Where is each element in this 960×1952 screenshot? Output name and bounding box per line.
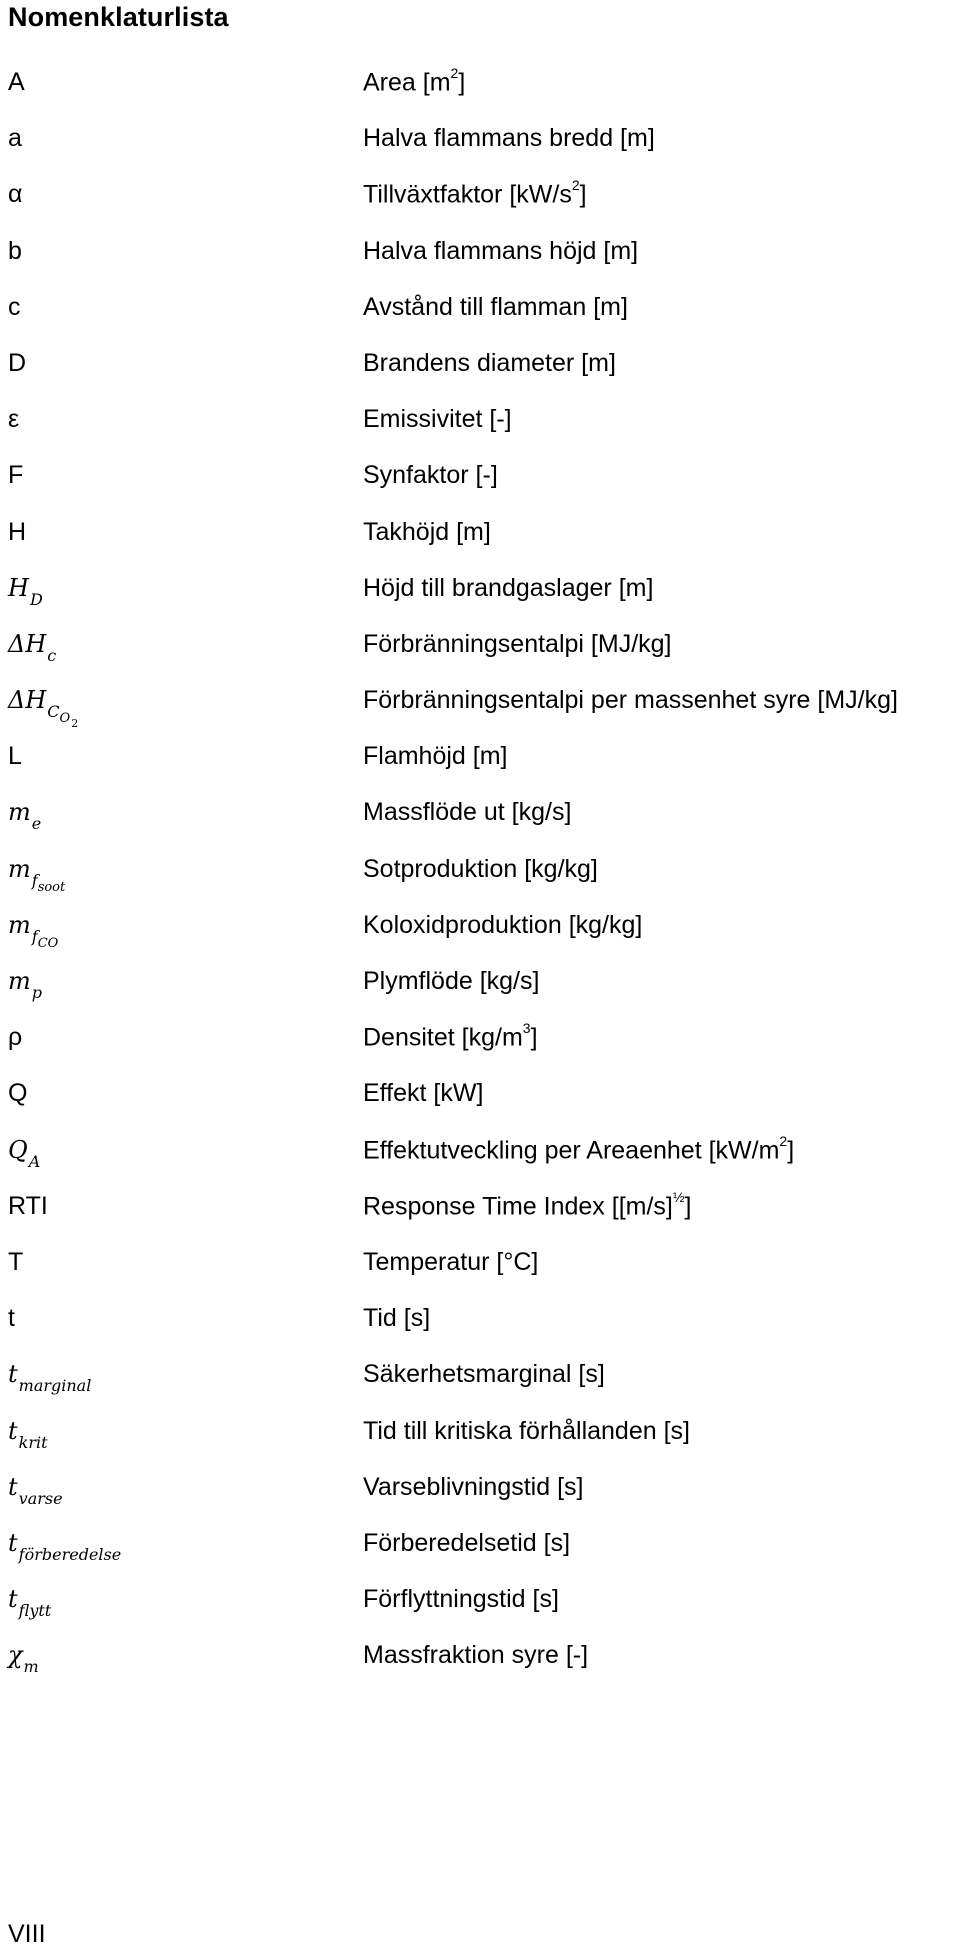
symbol-base: t [8,1585,18,1614]
sub-subscript-2: 2 [71,717,79,731]
symbol [8,461,23,490]
nomenclature-row [0,403,960,459]
description-tail: ] [530,1023,538,1052]
nomenclature-row [0,1134,960,1190]
nomenclature-row [0,291,960,347]
description [363,1132,795,1165]
symbol [8,967,43,1002]
description-text: Response Time Index [[m/s] [363,1192,673,1221]
nomenclature-row [0,178,960,234]
description-text: Höjd till brandgaslager [m] [363,573,654,602]
description-text: Massfraktion syre [-] [363,1641,589,1670]
nomenclature-row [0,122,960,178]
subscript-text: varse [18,1488,63,1508]
symbol-subscript [47,702,79,731]
nomenclature-row [0,740,960,796]
subscript-text: c [47,645,57,665]
description-text: Förbränningsentalpi per massenhet syre [MJ/kg] [363,686,898,715]
nomenclature-row [0,1639,960,1695]
nomenclature-row [0,1021,960,1077]
description [363,237,638,266]
description [363,1188,692,1221]
description [363,1248,538,1277]
symbol-base: Q [8,1135,28,1164]
symbol [8,1192,48,1221]
symbol-base: A [8,68,25,96]
symbol-base: ΔH [8,629,47,658]
description-text: Förbränningsentalpi [MJ/kg] [363,629,672,658]
nomenclature-row [0,1527,960,1583]
description-text: Flamhöjd [m] [363,742,508,771]
symbol [8,180,22,209]
symbol-base: H [8,573,29,602]
description-text: Massflöde ut [kg/s] [363,798,572,827]
symbol-subscript [32,814,41,833]
description [363,1020,538,1052]
description [363,967,539,996]
sub-subscript: CO [37,935,59,951]
page-title: Nomenklaturlista [8,2,229,32]
symbol-subscript [19,1433,48,1452]
nomenclature-row [0,1077,960,1133]
nomenclature-row [0,853,960,909]
symbol [8,1528,122,1564]
description-text: Plymflöde [kg/s] [363,967,540,995]
symbol-base: ΔH [8,686,47,715]
symbol-base: t [8,1472,18,1501]
description [363,349,616,378]
subscript-text: förberedelse [18,1544,122,1564]
description-text: Tid [s] [363,1304,431,1333]
nomenclature-row [0,965,960,1021]
description-text: Förberedelsetid [s] [363,1528,571,1557]
description [363,1641,588,1670]
description [363,911,642,940]
subscript-text: C [47,702,60,722]
description-tail: ] [787,1135,795,1164]
symbol-base: c [8,292,21,321]
symbol-base: m [8,854,31,883]
symbol-base: t [8,1360,18,1389]
symbol [8,798,42,834]
symbol-subscript [29,1152,41,1171]
description-text: Säkerhetsmarginal [s] [363,1360,605,1389]
subscript-text: krit [18,1432,48,1452]
description [363,1360,605,1389]
symbol-subscript [32,983,42,1002]
nomenclature-row [0,1358,960,1414]
description [363,1473,583,1502]
symbol-subscript [31,926,59,951]
sub-subscript: O [59,711,71,727]
nomenclature-row [0,1190,960,1246]
symbol-base: H [8,517,27,546]
symbol-base: ρ [8,1023,23,1052]
nomenclature-row [0,347,960,403]
description-text: Sotproduktion [kg/kg] [363,854,598,883]
nomenclature-row [0,235,960,291]
description-text: Synfaktor [-] [363,461,498,490]
description-text: Emissivitet [-] [363,405,512,434]
description-text: Halva flammans höjd [m] [363,236,639,265]
subscript-text: e [31,814,42,834]
symbol [8,1248,23,1277]
description-tail: ] [458,68,466,97]
nomenclature-row [0,1471,960,1527]
subscript-text: f [31,926,38,946]
symbol [8,124,22,153]
subscript-text: A [28,1151,41,1171]
symbol-base: T [8,1247,24,1276]
description-text: Takhöjd [m] [363,517,491,546]
description [363,518,491,547]
description [363,65,466,97]
subscript-text: p [31,983,43,1002]
symbol [8,1304,15,1333]
symbol [8,1023,22,1052]
superscript: 2 [779,1132,788,1149]
description [363,798,571,827]
description-text: Tillväxtfaktor [kW/s [363,180,572,209]
symbol-subscript [24,1657,39,1676]
symbol-base: m [8,798,31,827]
symbol [8,349,26,378]
description-text: Halva flammans bredd [m] [363,124,655,153]
description-text: Effektutveckling per Areaenhet [kW/m [363,1135,780,1164]
superscript: 2 [450,65,459,81]
nomenclature-row [0,1302,960,1358]
symbol [8,405,19,434]
nomenclature-row [0,572,960,628]
symbol [8,910,59,951]
symbol-base: t [8,1416,18,1445]
symbol-base: m [8,967,31,995]
symbol-subscript [19,1601,52,1620]
description [363,1585,559,1614]
description-text: Tid till kritiska förhållanden [s] [363,1416,690,1445]
description [363,574,653,603]
symbol-subscript [19,1489,63,1508]
description [363,124,655,153]
description-text: Brandens diameter [m] [363,348,616,377]
symbol-base: χ [8,1641,23,1670]
symbol-subscript [30,590,43,609]
symbol [8,1472,63,1508]
symbol [8,237,22,266]
nomenclature-row [0,796,960,852]
symbol-base: ε [8,405,20,434]
description [363,855,598,884]
description-text: Förflyttningstid [s] [363,1585,559,1614]
nomenclature-row [0,516,960,572]
description [363,1304,430,1333]
page-number: VIII [8,1920,46,1948]
nomenclature-row [0,1415,960,1471]
subscript-text: marginal [18,1376,92,1396]
description [363,405,512,434]
superscript: 3 [522,1020,531,1037]
symbol [8,854,66,895]
nomenclature-row [0,459,960,515]
symbol-base: a [8,124,22,153]
symbol-base: RTI [8,1191,48,1220]
symbol-base: t [8,1528,18,1557]
nomenclature-row [0,1246,960,1302]
nomenclature-row [0,684,960,740]
description [363,1529,570,1558]
symbol [8,629,57,665]
symbol [8,1641,39,1677]
description [363,1079,483,1108]
symbol-base: b [8,236,22,265]
symbol-base: α [8,180,23,209]
description-text: Temperatur [°C] [363,1247,539,1276]
description [363,1417,690,1446]
symbol-subscript [19,1545,122,1564]
nomenclature-row [0,909,960,965]
subscript-text: D [29,589,43,609]
description-tail: ] [579,180,587,209]
description [363,177,587,209]
description-tail: ] [684,1192,692,1221]
nomenclature-row [0,66,960,122]
description [363,686,898,715]
symbol-subscript [19,1376,92,1395]
symbol-subscript [31,870,66,895]
description [363,293,628,322]
subscript-text: flytt [18,1601,52,1621]
symbol-base: t [8,1304,15,1333]
symbol [8,1135,41,1171]
symbol-base: D [8,348,27,377]
description-text: Avstånd till flamman [m] [363,292,628,321]
nomenclature-row [0,1583,960,1639]
symbol [8,518,26,547]
symbol-base: Q [8,1079,28,1108]
description-text: Varseblivningstid [s] [363,1472,584,1501]
description [363,742,507,771]
symbol [8,1079,27,1108]
nomenclature-row [0,628,960,684]
symbol-base: m [8,910,31,939]
symbol-base: F [8,461,24,490]
symbol [8,742,22,771]
symbol [8,1585,52,1621]
sub-subscript: soot [37,879,66,895]
symbol [8,1416,48,1452]
symbol [8,573,43,609]
symbol [8,1360,92,1396]
description-text: Effekt [kW] [363,1079,484,1108]
superscript: 2 [571,177,580,194]
description-text: Koloxidproduktion [kg/kg] [363,910,643,939]
description [363,630,671,659]
symbol [8,686,79,731]
nomenclature-list [0,66,960,1695]
symbol-base: L [8,742,22,771]
description [363,461,498,490]
symbol [8,68,25,97]
symbol-subscript [47,646,56,665]
description-text: Densitet [kg/m [363,1023,523,1052]
subscript-text: m [23,1657,39,1677]
description-text: Area [m [363,68,451,97]
subscript-text: f [31,870,38,890]
symbol [8,293,21,322]
superscript: ½ [672,1188,685,1205]
